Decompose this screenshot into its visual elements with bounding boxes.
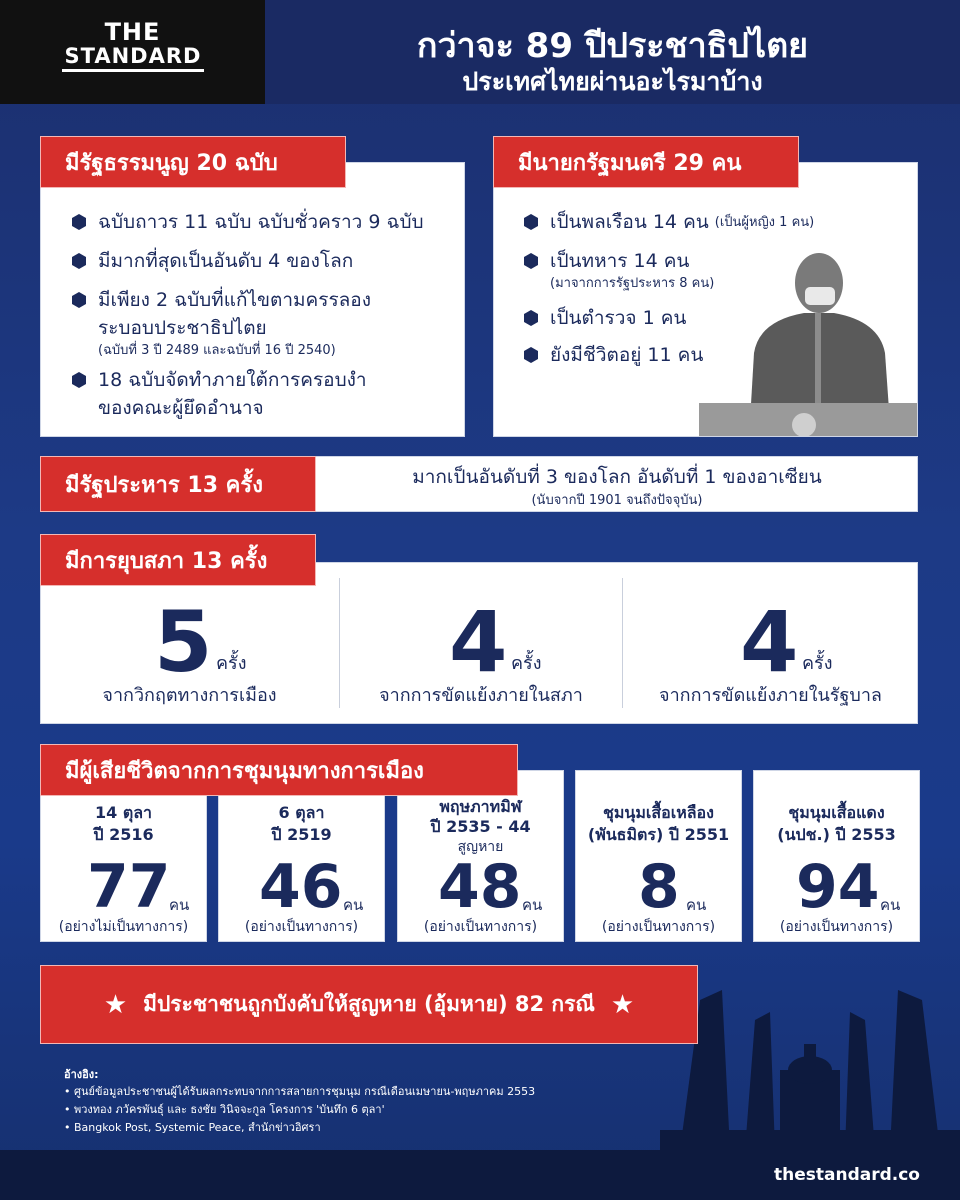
list-item: มีเพียง 2 ฉบับที่แก้ไขตามครรลอง ระบอบประชาธิปไตย (ฉบับที่ 3 ปี 2489 และฉบับที่ 16 ปี 2540) [72, 286, 371, 360]
list-item: 18 ฉบับจัดทำภายใต้การครอบงำ ของคณะผู้ยึดอำนาจ [72, 366, 367, 422]
logo-text-the: THE [104, 18, 161, 46]
hexagon-bullet-icon [524, 310, 538, 326]
dissolutions-tag: มีการยุบสภา 13 ครั้ง [40, 534, 316, 586]
page-title: กว่าจะ 89 ปีประชาธิปไตย [416, 26, 809, 66]
logo-text-standard: STANDARD [62, 44, 204, 72]
death-count: 48 [438, 852, 522, 922]
disappeared-banner [40, 965, 698, 1044]
death-count: 77 [87, 852, 171, 922]
reference-item: • พวงทอง ภวัครพันธุ์ และ ธงชัย วินิจจะกูล โครงการ 'บันทึก 6 ตุลา' [64, 1103, 385, 1116]
hexagon-bullet-icon [524, 214, 538, 230]
death-card-1976: 6 ตุลา ปี 2519 46 คน (อย่างเป็นทางการ) [218, 770, 385, 942]
list-item: เป็นพลเรือน 14 คน (เป็นผู้หญิง 1 คน) [524, 208, 814, 236]
list-item: ยังมีชีวิตอยู่ 11 คน [524, 341, 703, 369]
reference-item: • ศูนย์ข้อมูลประชาชนผู้ได้รับผลกระทบจากการสลายการชุมนุม กรณีเดือนเมษายน-พฤษภาคม 2553 [64, 1085, 536, 1098]
death-count: 46 [259, 852, 343, 922]
prime-ministers-panel [493, 162, 918, 437]
list-item: เป็นทหาร 14 คน (มาจากการรัฐประหาร 8 คน) [524, 247, 714, 293]
prime-ministers-tag: มีนายกรัฐมนตรี 29 คน [493, 136, 799, 188]
hexagon-bullet-icon [524, 347, 538, 363]
deaths-tag: มีผู้เสียชีวิตจากการชุมนุมทางการเมือง [40, 744, 518, 796]
list-item: มีมากที่สุดเป็นอันดับ 4 ของโลก [72, 247, 353, 275]
dissolution-count: 4 [740, 593, 799, 691]
constitution-tag: มีรัฐธรรมนูญ 20 ฉบับ [40, 136, 346, 188]
death-count: 94 [796, 852, 880, 922]
dissolution-caption: จากการขัดแย้งภายในรัฐบาล [659, 685, 882, 706]
references-title: อ้างอิง: [64, 1068, 99, 1081]
list-item: ฉบับถาวร 11 ฉบับ ฉบับชั่วคราว 9 ฉบับ [72, 208, 424, 236]
star-icon: ★ [103, 989, 128, 1020]
death-card-2008: ชุมนุมเสื้อเหลือง (พันธมิตร) ปี 2551 8 คน (อย่างเป็นทางการ) [575, 770, 742, 942]
death-card-1973: 14 ตุลา ปี 2516 77 คน (อย่างไม่เป็นทางการ) [40, 770, 207, 942]
footer-site-link[interactable]: thestandard.co [774, 1165, 920, 1185]
dissolution-count: 4 [449, 593, 508, 691]
dissolution-count: 5 [154, 593, 213, 691]
dissolution-unit: ครั้ง [802, 653, 833, 674]
page-subtitle: ประเทศไทยผ่านอะไรมาบ้าง [462, 67, 763, 96]
speaker-photo [699, 243, 918, 437]
reference-item: • Bangkok Post, Systemic Peace, สำนักข่าวอิศรา [64, 1121, 321, 1134]
dissolution-unit: ครั้ง [216, 653, 247, 674]
coups-text: มากเป็นอันดับที่ 3 ของโลก อันดับที่ 1 ของอาเซียน [412, 466, 822, 488]
hexagon-bullet-icon [72, 214, 86, 230]
democracy-monument-silhouette [660, 960, 960, 1150]
dissolution-unit: ครั้ง [511, 653, 542, 674]
dissolution-caption: จากวิกฤตทางการเมือง [102, 685, 277, 706]
death-card-2010: ชุมนุมเสื้อแดง (นปช.) ปี 2553 94 คน (อย่างเป็นทางการ) [753, 770, 920, 942]
disappeared-text: มีประชาชนถูกบังคับให้สูญหาย (อุ้มหาย) 82 กรณี [143, 992, 595, 1016]
hexagon-bullet-icon [524, 253, 538, 269]
dissolution-caption: จากการขัดแย้งภายในสภา [379, 685, 583, 706]
death-card-1992: พฤษภาทมิฬ ปี 2535 - 44 สูญหาย 48 คน (อย่างเป็นทางการ) [397, 770, 564, 942]
death-count: 8 [638, 852, 680, 922]
hexagon-bullet-icon [72, 372, 86, 388]
coups-tag: มีรัฐประหาร 13 ครั้ง [40, 456, 316, 512]
hexagon-bullet-icon [72, 253, 86, 269]
coups-note: (นับจากปี 1901 จนถึงปัจจุบัน) [531, 493, 703, 508]
hexagon-bullet-icon [72, 292, 86, 308]
list-item: เป็นตำรวจ 1 คน [524, 304, 686, 332]
star-icon: ★ [610, 989, 635, 1020]
